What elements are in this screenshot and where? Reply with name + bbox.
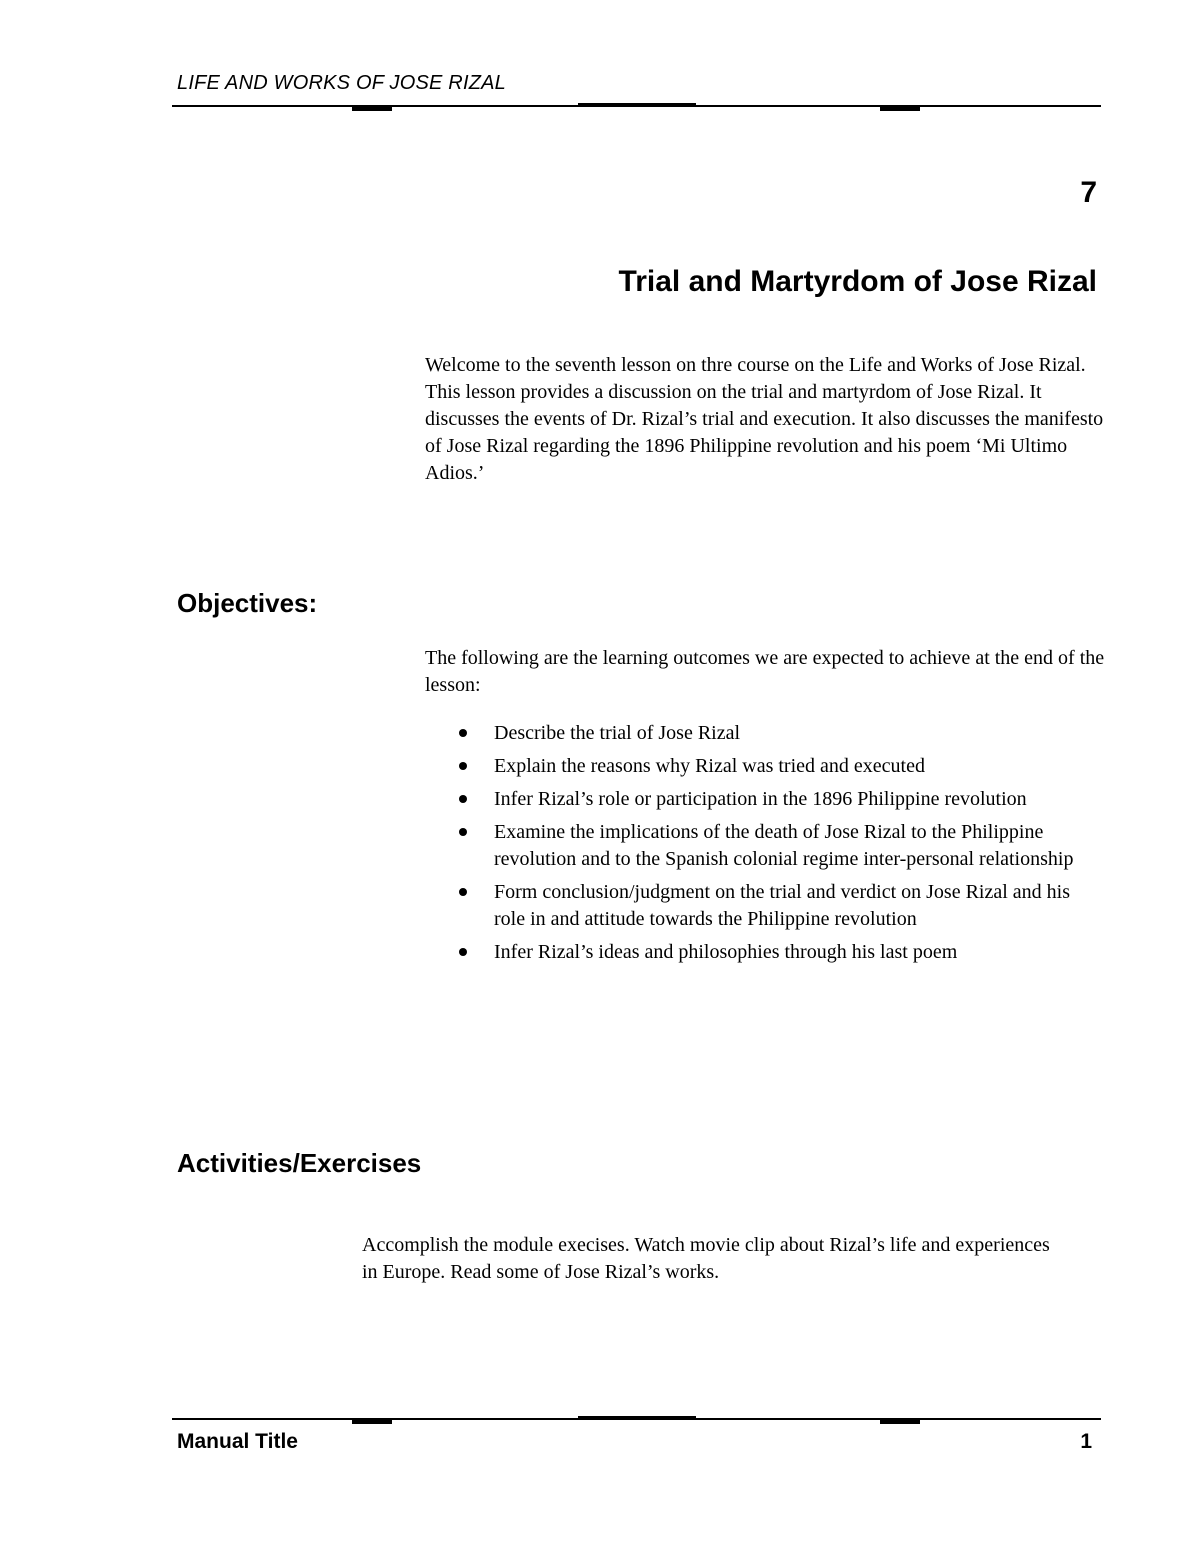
list-item [425,753,1105,780]
list-item-text: Infer Rizal’s role or participation in the 1896 Philippine revolution [494,788,1027,810]
list-item [425,879,1105,933]
list-item [425,786,1105,813]
activities-heading: Activities/Exercises [177,1148,422,1178]
bullet-icon [459,795,467,803]
objectives-list [425,720,1105,972]
activities-paragraph: Accomplish the module execises. Watch movie clip about Rizal’s life and experiences in Europe. Read some of Jose Rizal’s works. [362,1234,1050,1283]
list-item-text: Explain the reasons why Rizal was tried and executed [494,755,925,777]
list-item [425,720,1105,747]
bullet-icon [459,948,467,956]
header-rule-accent-left [352,106,392,111]
chapter-number: 7 [1080,176,1097,209]
header-rule-accent-right [880,106,920,111]
objectives-heading: Objectives: [177,588,318,618]
list-item [425,819,1105,873]
bullet-icon [459,828,467,836]
running-header: LIFE AND WORKS OF JOSE RIZAL [177,72,506,94]
page-number: 1 [1080,1430,1092,1453]
footer-rule-accent-center [578,1416,696,1418]
objectives-intro: The following are the learning outcomes we are expected to achieve at the end of the lesson: [425,647,1105,696]
bullet-icon [459,888,467,896]
footer-rule [172,1418,1101,1420]
header-rule [172,105,1101,107]
footer-rule-accent-left [352,1419,392,1424]
list-item-text: Examine the implications of the death of Jose Rizal to the Philippine revolution and to the Spanish colonial regime inter-personal relationship [494,821,1074,870]
list-item [425,939,1105,966]
list-item-text: Infer Rizal’s ideas and philosophies through his last poem [494,941,958,963]
chapter-title: Trial and Martyrdom of Jose Rizal [618,265,1097,298]
footer-rule-accent-right [880,1419,920,1424]
intro-paragraph: Welcome to the seventh lesson on thre course on the Life and Works of Jose Rizal. This lesson provides a discussion on the trial and martyrdom of Jose Rizal. It discusses the events of Dr. Rizal’s trial and execution. It also discusses the manifesto of Jose Rizal regarding the 1896 Philippine revolution and his poem ‘Mi Ultimo Adios.’ [425,354,1104,484]
list-item-text: Describe the trial of Jose Rizal [494,722,741,744]
footer-manual-title: Manual Title [177,1430,298,1453]
list-item-text: Form conclusion/judgment on the trial and verdict on Jose Rizal and his role in and attitude towards the Philippine revolution [494,881,1071,930]
bullet-icon [459,729,467,737]
header-rule-accent-center [578,103,696,105]
bullet-icon [459,762,467,770]
